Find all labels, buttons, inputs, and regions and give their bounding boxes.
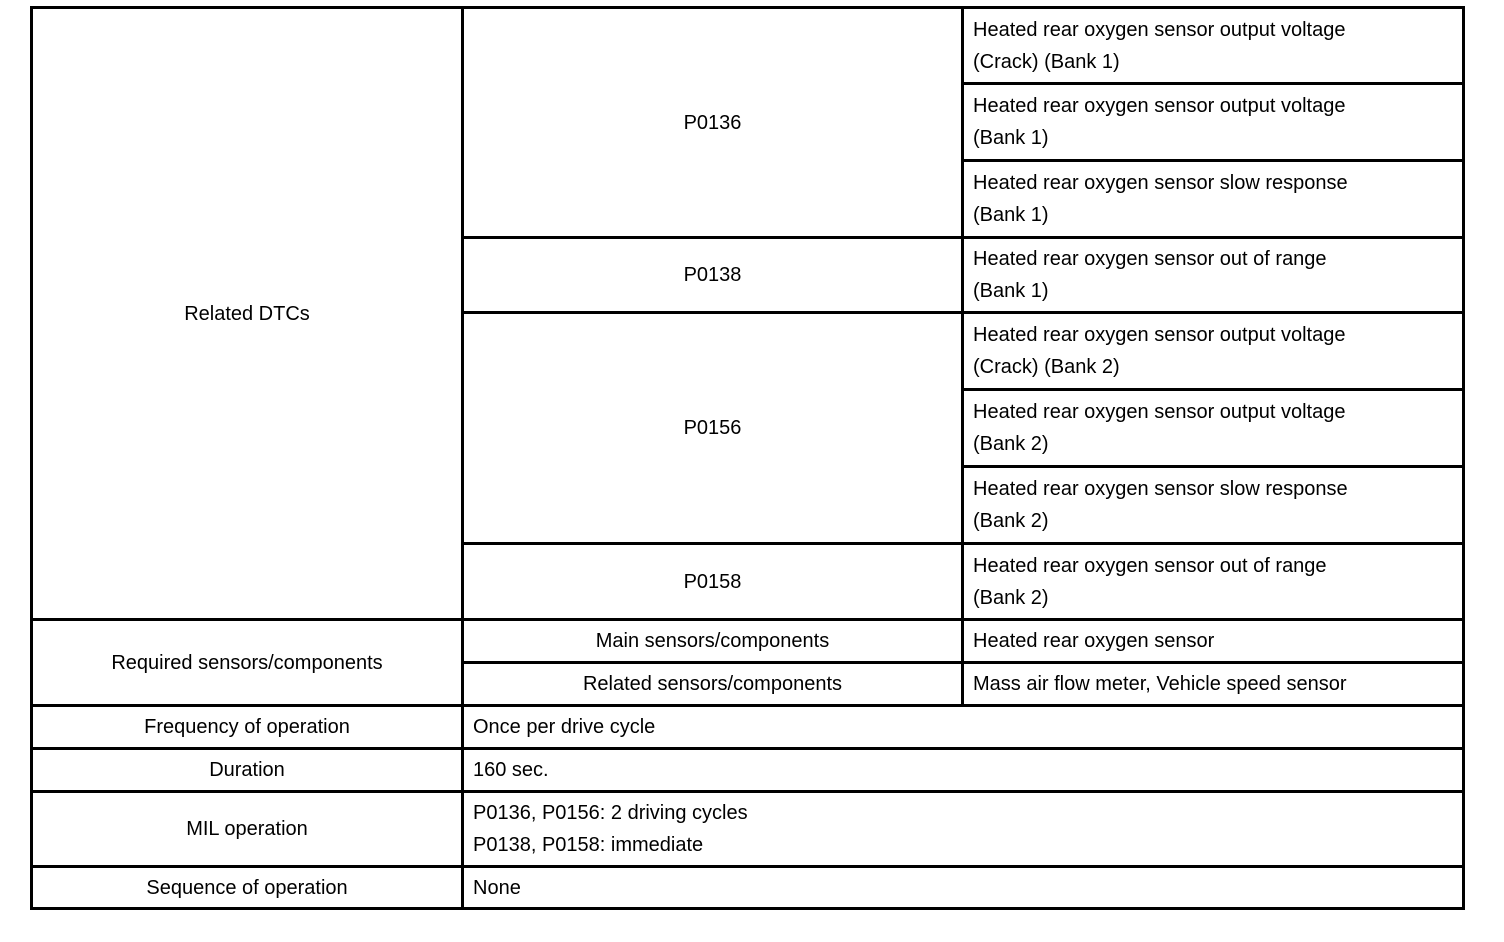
main-sensors-label: Main sensors/components <box>463 620 963 663</box>
dtc-description: Heated rear oxygen sensor output voltage (Crack) (Bank 1) <box>963 8 1464 84</box>
main-sensors-value: Heated rear oxygen sensor <box>963 620 1464 663</box>
table-row <box>32 749 1464 792</box>
duration-label: Duration <box>32 749 463 792</box>
related-sensors-label: Related sensors/components <box>463 663 963 706</box>
sequence-value: None <box>463 867 1464 909</box>
mil-operation-value: P0136, P0156: 2 driving cycles P0138, P0158: immediate <box>463 792 1464 867</box>
dtc-code: P0156 <box>463 313 963 544</box>
frequency-label: Frequency of operation <box>32 706 463 749</box>
related-dtcs-label: Related DTCs <box>32 8 463 620</box>
dtc-description: Heated rear oxygen sensor out of range (Bank 1) <box>963 238 1464 313</box>
table-row <box>32 792 1464 867</box>
dtc-code: P0158 <box>463 544 963 620</box>
dtc-description: Heated rear oxygen sensor slow response (Bank 1) <box>963 161 1464 238</box>
dtc-description: Heated rear oxygen sensor output voltage (Crack) (Bank 2) <box>963 313 1464 390</box>
monitor-spec-table <box>30 6 1465 910</box>
mil-operation-label: MIL operation <box>32 792 463 867</box>
dtc-description: Heated rear oxygen sensor out of range (Bank 2) <box>963 544 1464 620</box>
duration-value: 160 sec. <box>463 749 1464 792</box>
required-sensors-label: Required sensors/components <box>32 620 463 706</box>
frequency-value: Once per drive cycle <box>463 706 1464 749</box>
dtc-code: P0136 <box>463 8 963 238</box>
sequence-label: Sequence of operation <box>32 867 463 909</box>
table-row <box>32 8 1464 84</box>
dtc-description: Heated rear oxygen sensor output voltage (Bank 2) <box>963 390 1464 467</box>
related-sensors-value: Mass air flow meter, Vehicle speed sensor <box>963 663 1464 706</box>
dtc-code: P0138 <box>463 238 963 313</box>
table-row <box>32 867 1464 909</box>
table-row <box>32 620 1464 663</box>
dtc-description: Heated rear oxygen sensor slow response (Bank 2) <box>963 467 1464 544</box>
table-row <box>32 706 1464 749</box>
dtc-description: Heated rear oxygen sensor output voltage (Bank 1) <box>963 84 1464 161</box>
